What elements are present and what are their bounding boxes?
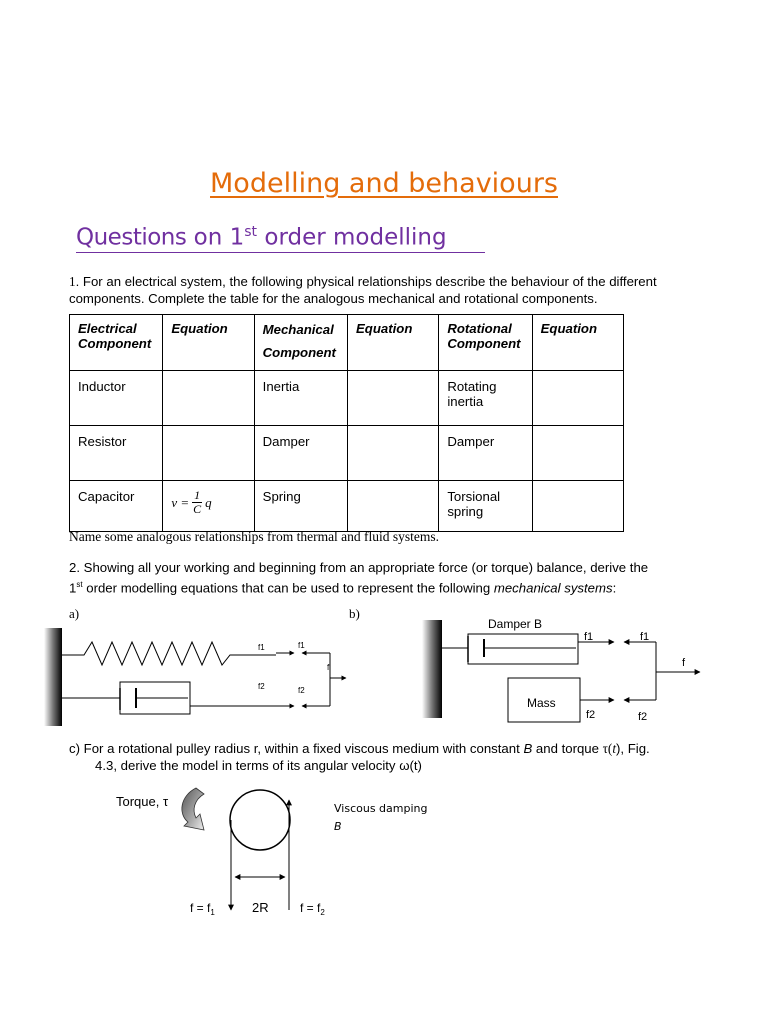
capacitor-equation: v = $\frac{1}{C}$ q [171, 488, 212, 516]
wall [44, 628, 62, 726]
question-1-text: 1. For an electrical system, the following physical relationships describe the behaviour of the different components. Complete the table for the analogous mechanical and rotational components. [69, 274, 657, 306]
table-cell [163, 426, 254, 481]
spring [62, 642, 276, 665]
table-cell: Spring [254, 481, 347, 532]
mass-label: Mass [527, 696, 556, 710]
table-cell [532, 481, 623, 532]
table-header-row [70, 315, 624, 371]
document-title: Modelling and behaviours [210, 168, 558, 199]
table-header: Electrical Component [70, 315, 163, 371]
table-header: Equation [532, 315, 623, 371]
analogy-table [69, 314, 624, 532]
torque-label: Torque, τ [116, 794, 169, 809]
table-cell: Damper [254, 426, 347, 481]
table-header: Equation [347, 315, 438, 371]
damping-constant-label: B [334, 820, 342, 833]
table-cell: Resistor [70, 426, 163, 481]
force-label: f1 [258, 643, 265, 652]
force-label: f [327, 663, 330, 672]
table-cell [532, 371, 623, 426]
table-cell: Rotating inertia [439, 371, 532, 426]
table-header: Mechanical Component [254, 315, 347, 371]
table-header: Rotational Component [439, 315, 532, 371]
thermal-note: Name some analogous relationships from thermal and fluid systems. [69, 529, 440, 544]
table-cell [532, 426, 623, 481]
table-row [70, 371, 624, 426]
table-row [70, 426, 624, 481]
torque-arrow-icon [182, 788, 204, 830]
figure-a-label: a) [69, 606, 80, 621]
wall [422, 620, 442, 718]
table-cell: Damper [439, 426, 532, 481]
diameter-label: 2R [252, 900, 269, 915]
question-2-text: 2. Showing all your working and beginning from an appropriate force (or torque) balance, derive the 1st order modelling equations that can be used to represent the following mechanical systems: [69, 560, 649, 595]
force-label: f2 [258, 682, 265, 691]
table-cell: Capacitor [70, 481, 163, 532]
force-label: f1 [640, 631, 650, 643]
table-cell [163, 371, 254, 426]
force-label: f2 [298, 686, 305, 695]
force-right-label: $f = f_2$ [300, 901, 325, 917]
pulley [230, 790, 290, 850]
force-label: f2 [638, 711, 648, 723]
table-cell [347, 426, 438, 481]
viscous-damping-label: Viscous damping [334, 802, 428, 815]
table-row [70, 481, 624, 532]
force-label: f [682, 657, 686, 669]
force-label: f1 [298, 641, 305, 650]
force-label: f2 [586, 709, 596, 721]
table-cell [347, 371, 438, 426]
damper-label: Damper B [488, 617, 543, 631]
capacitor-equation-cell [163, 481, 254, 532]
figure-a-spring-damper [40, 620, 350, 730]
force-left-label: $f = f_1$ [190, 901, 215, 917]
figure-b-damper-mass [418, 612, 708, 730]
table-cell: Inductor [70, 371, 163, 426]
figure-c-rotational-pulley [100, 774, 520, 920]
section-heading: Questions on 1st order modelling [76, 224, 485, 253]
table-cell: Inertia [254, 371, 347, 426]
table-cell: Torsional spring [439, 481, 532, 532]
question-2c-text: c) For a rotational pulley radius r, within a fixed viscous medium with constant B and torque τ(t), Fig. 4.3, derive the model in terms of its angular velocity ω(t) [69, 741, 650, 773]
table-cell [347, 481, 438, 532]
figure-b-label: b) [349, 606, 360, 621]
table-header: Equation [163, 315, 254, 371]
force-label: f1 [584, 631, 594, 643]
